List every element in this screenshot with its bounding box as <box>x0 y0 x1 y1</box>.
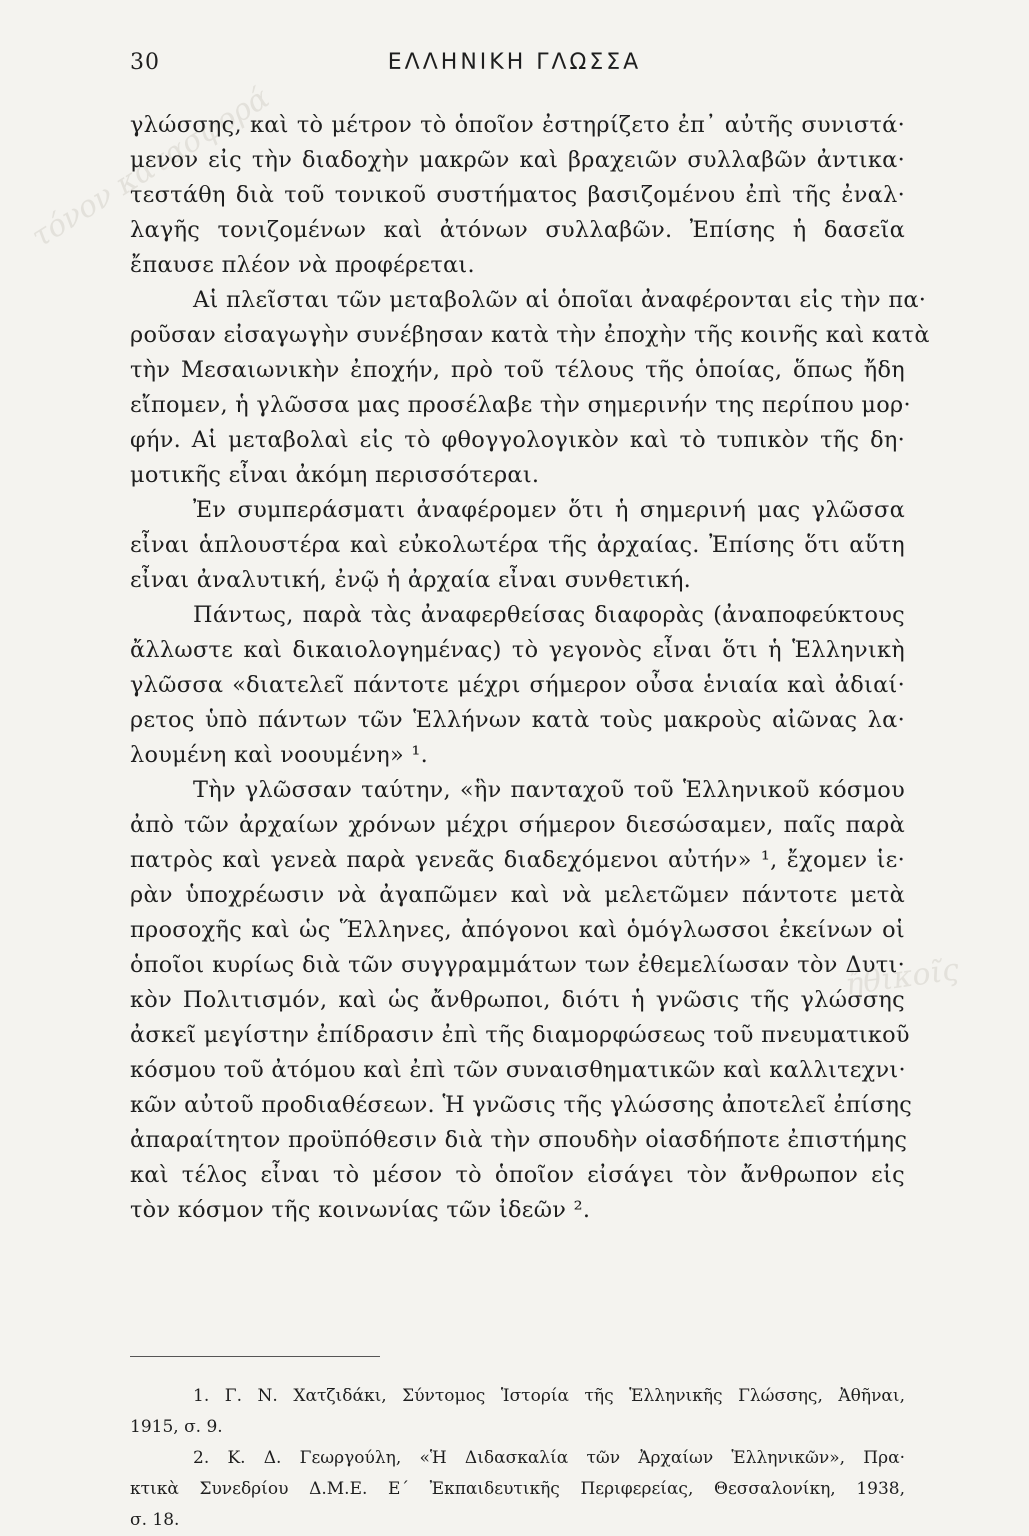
text-line: ροῦσαν εἰσαγωγὴν συνέβησαν κατὰ τὴν ἐποχὴν τῆς κοινῆς καὶ κατὰ <box>130 322 930 348</box>
text-line: τὴν Μεσαιωνικὴν ἐποχήν, πρὸ τοῦ τέλους τῆς ὁποίας, ὅπως ἤδη <box>130 357 905 383</box>
text-line: πατρὸς καὶ γενεὰ παρὰ γενεᾶς διαδεχόμενοι αὐτήν» ¹, ἔχομεν ἱε· <box>130 847 905 873</box>
text-line: εἶναι ἀναλυτική, ἐνῷ ἡ ἀρχαία εἶναι συνθετική. <box>130 567 692 593</box>
page-number: 30 <box>130 50 160 75</box>
text-line: ἔπαυσε πλέον νὰ προφέρεται. <box>130 252 475 278</box>
footnotes <box>130 1381 905 1536</box>
text-line: γλῶσσα «διατελεῖ πάντοτε μέχρι σήμερον οὖσα ἑνιαία καὶ ἀδιαί· <box>130 672 905 698</box>
text-line: ρετος ὑπὸ πάντων τῶν Ἑλλήνων κατὰ τοὺς μακροὺς αἰῶνας λα· <box>130 707 905 733</box>
text-line: τὸν κόσμον τῆς κοινωνίας τῶν ἰδεῶν ². <box>130 1197 591 1223</box>
footnote-line: 1. Γ. Ν. Χατζιδάκι, Σύντομος Ἱστορία τῆς Ἑλληνικῆς Γλώσσης, Ἀθῆναι, <box>193 1386 905 1406</box>
text-line: Αἱ πλεῖσται τῶν μεταβολῶν αἱ ὁποῖαι ἀναφέρονται εἰς τὴν πα· <box>193 287 927 313</box>
text-line: μενον εἰς τὴν διαδοχὴν μακρῶν καὶ βραχειῶν συλλαβῶν ἀντικα· <box>130 147 905 173</box>
text-line: ἀπὸ τῶν ἀρχαίων χρόνων μέχρι σήμερον διεσώσαμεν, παῖς παρὰ <box>130 812 905 838</box>
text-line: εἴπομεν, ἡ γλῶσσα μας προσέλαβε τὴν σημερινήν της περίπου μορ· <box>130 392 911 418</box>
running-head: ΕΛΛΗΝΙΚΗ ΓΛΩΣΣΑ <box>387 50 642 75</box>
body-text <box>130 108 930 1228</box>
text-line: ἀπαραίτητον προϋπόθεσιν διὰ τὴν σπουδὴν οἱασδήποτε ἐπιστήμης <box>130 1127 908 1153</box>
text-line: γλώσσης, καὶ τὸ μέτρον τὸ ὁποῖον ἐστηρίζετο ἐπ᾽ αὐτῆς συνιστά· <box>130 112 905 138</box>
text-line: κόσμου τοῦ ἀτόμου καὶ ἐπὶ τῶν συναισθηματικῶν καὶ καλλιτεχνι· <box>130 1057 906 1083</box>
footnote-divider <box>130 1356 380 1357</box>
text-line: Πάντως, παρὰ τὰς ἀναφερθείσας διαφορὰς (ἀναποφεύκτους <box>193 602 905 628</box>
text-line: τεστάθη διὰ τοῦ τονικοῦ συστήματος βασιζομένου ἐπὶ τῆς ἐναλ· <box>130 182 905 208</box>
text-line: Τὴν γλῶσσαν ταύτην, «ἣν πανταχοῦ τοῦ Ἑλληνικοῦ κόσμου <box>193 777 905 803</box>
text-line: ὁποῖοι κυρίως διὰ τῶν συγγραμμάτων των ἐθεμελίωσαν τὸν Δυτι· <box>130 952 905 978</box>
text-line: προσοχῆς καὶ ὡς Ἕλληνες, ἀπόγονοι καὶ ὁμόγλωσσοι ἐκείνων οἱ <box>130 917 905 943</box>
text-line: φήν. Αἱ μεταβολαὶ εἰς τὸ φθογγολογικὸν καὶ τὸ τυπικὸν τῆς δη· <box>130 427 905 453</box>
text-line: μοτικῆς εἶναι ἀκόμη περισσότεραι. <box>130 462 540 488</box>
text-line: κῶν αὐτοῦ προδιαθέσεων. Ἡ γνῶσις τῆς γλώσσης ἀποτελεῖ ἐπίσης <box>130 1092 913 1118</box>
footnote-line: κτικὰ Συνεδρίου Δ.Μ.Ε. Ε΄ Ἐκπαιδευτικῆς Περιφερείας, Θεσσαλονίκη, 1938, <box>130 1479 905 1499</box>
text-line: ἄλλωστε καὶ δικαιολογημένας) τὸ γεγονὸς εἶναι ὅτι ἡ Ἑλληνικὴ <box>130 637 905 663</box>
footnote-line: 1915, σ. 9. <box>130 1417 223 1437</box>
footnote-line: σ. 18. <box>130 1510 180 1530</box>
pencil-marginal-note-lower: ἤθικοῖς <box>843 952 961 1003</box>
text-line: κὸν Πολιτισμόν, καὶ ὡς ἄνθρωποι, διότι ἡ γνῶσις τῆς γλώσσης <box>130 987 905 1013</box>
text-line: λουμένη καὶ νοουμένη» ¹. <box>130 742 429 768</box>
text-line: ἀσκεῖ μεγίστην ἐπίδρασιν ἐπὶ τῆς διαμορφώσεως τοῦ πνευματικοῦ <box>130 1022 910 1048</box>
text-line: λαγῆς τονιζομένων καὶ ἀτόνων συλλαβῶν. Ἐπίσης ἡ δασεῖα <box>130 217 905 243</box>
pencil-marginal-note: τόνον κατασφορά <box>25 80 276 255</box>
text-line: εἶναι ἁπλουστέρα καὶ εὐκολωτέρα τῆς ἀρχαίας. Ἐπίσης ὅτι αὕτη <box>130 532 905 558</box>
footnote-line: 2. Κ. Δ. Γεωργούλη, «Ἡ Διδασκαλία τῶν Ἀρχαίων Ἑλληνικῶν», Πρα· <box>193 1448 905 1468</box>
text-line: Ἐν συμπεράσματι ἀναφέρομεν ὅτι ἡ σημερινή μας γλῶσσα <box>193 497 905 523</box>
text-line: ρὰν ὑποχρέωσιν νὰ ἀγαπῶμεν καὶ νὰ μελετῶμεν πάντοτε μετὰ <box>130 882 905 908</box>
text-line: καὶ τέλος εἶναι τὸ μέσον τὸ ὁποῖον εἰσάγει τὸν ἄνθρωπον εἰς <box>130 1162 905 1188</box>
